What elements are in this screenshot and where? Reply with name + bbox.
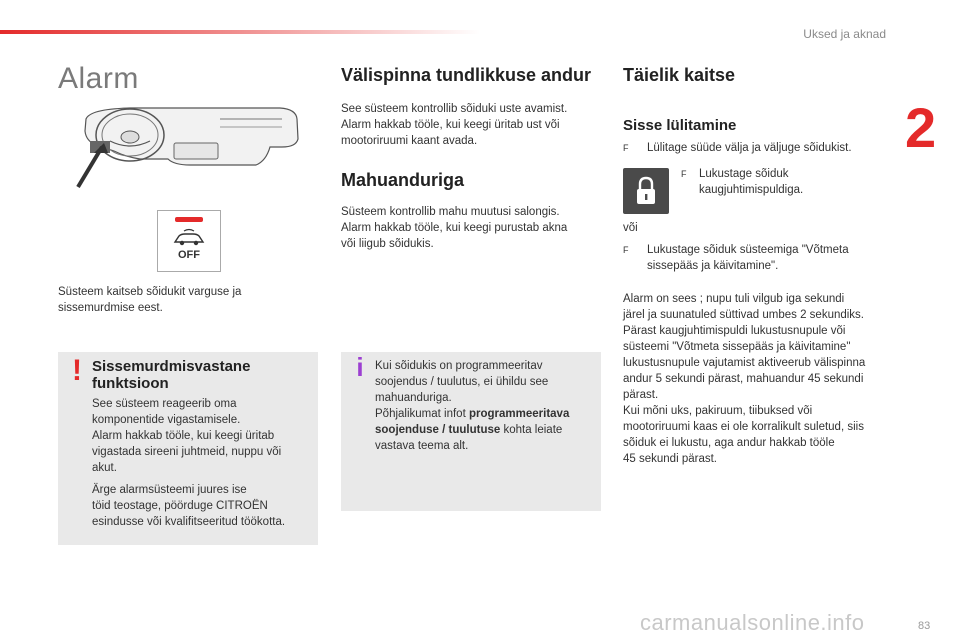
volume-sensor-text: Süsteem kontrollib mahu muutusi salongis. Alarm hakkab tööle, kui keegi purustab akna või liigub sõidukis.: [341, 206, 568, 250]
alarm-indicator-light: [175, 217, 203, 222]
alarm-off-button-panel: [157, 210, 221, 272]
bullet-item-3: F Lukustage sõiduk süsteemiga "Võtmeta sissepääs ja käivitamine".: [623, 244, 849, 272]
warning-box: [58, 352, 318, 545]
chapter-number: 2: [905, 96, 937, 159]
info-icon: i: [356, 352, 364, 382]
header-accent-bar: [0, 30, 480, 34]
section-label: Uksed ja aknad: [803, 27, 886, 41]
warning-paragraph-2: Ärge alarmsüsteemi juures ise töid teostage, pöörduge CITROËN esindusse või kvalifitseeritud töökotta.: [92, 484, 286, 528]
warning-icon: !: [72, 354, 82, 387]
info-text: Kui sõidukis on programmeeritav soojendus / tuulutus, ei ühildu see mahuanduriga. Põhjalikumat infot programmeeritava soojenduse / tuulutuse kohta leiate vastava teema alt.: [375, 360, 570, 452]
warning-title: Sissemurdmisvastane funktsioon: [92, 358, 251, 392]
subsection-title-activation: Sisse lülitamine: [623, 117, 737, 134]
section-title-exterior-sensor: Välispinna tundlikkuse andur: [341, 65, 592, 85]
lock-icon: [623, 168, 669, 214]
watermark: carmanualsonline.info: [640, 610, 865, 635]
off-label: OFF: [178, 249, 200, 261]
or-label: või: [623, 222, 638, 234]
bullet-item-2: F Lukustage sõiduk kaugjuhtimispuldiga.: [681, 168, 804, 196]
alarm-description: Süsteem kaitseb sõidukit varguse ja sissemurdmise eest.: [58, 286, 242, 314]
full-protection-text: Alarm on sees ; nupu tuli vilgub iga sekundi järel ja suunatuled süttivad umbes 2 sekundiks. Pärast kaugjuhtimispuldi lukustusnupule või süsteemi "Võtmeta sissepääs ja käivitamine" lukustusnupule vajutamist aktiveerub välispinna andur 5 sekundi pärast, mahuandur 45 sekundi pärast. Kui mõni uks, pakiruum, tiibuksed või mootoriruumi kaas ei ole korralikult suletud, siis sõiduk ei lukustu, aga andur hakkab tööle 45 sekundi pärast.: [623, 293, 866, 465]
warning-paragraph-1: See süsteem reageerib oma komponentide vigastamisele. Alarm hakkab tööle, kui keegi üritab vigastada sireeni juhtmeid, nuppu või akut.: [92, 398, 282, 474]
bullet-item-1: F Lülitage süüde välja ja väljuge sõidukist.: [623, 142, 852, 154]
section-title-full-protection: Täielik kaitse: [623, 65, 736, 85]
page-title: Alarm: [58, 62, 139, 95]
dashboard-illustration: [70, 105, 302, 195]
car-alarm-icon: [172, 228, 206, 248]
exterior-sensor-text: See süsteem kontrollib sõiduki uste avamist. Alarm hakkab tööle, kui keegi üritab ust või mootoriruumi kaant avada.: [341, 103, 568, 147]
info-box: [341, 352, 601, 511]
section-title-volume-sensor: Mahuanduriga: [341, 170, 465, 190]
page-number: 83: [918, 620, 931, 632]
